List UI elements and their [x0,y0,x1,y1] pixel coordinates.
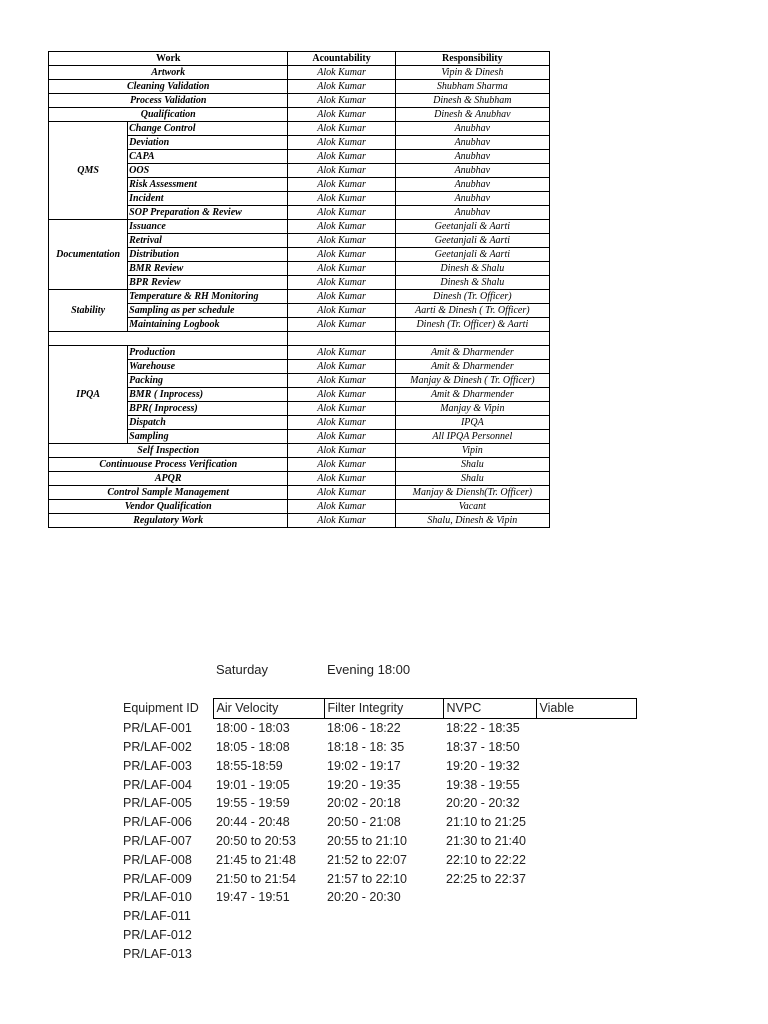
accountability-cell: Alok Kumar [288,402,395,416]
schedule-cell: 20:20 - 20:30 [327,890,401,905]
table-row [49,108,550,122]
work-item: Sampling as per schedule [128,304,288,318]
equipment-id: PR/LAF-007 [123,833,192,848]
responsibility-cell: Dinesh & Shalu [395,262,549,276]
equipment-id: PR/LAF-001 [123,720,192,735]
accountability-cell: Alok Kumar [288,304,395,318]
responsibility-cell: Anubhav [395,122,549,136]
responsibility-cell: Dinesh & Shubham [395,94,549,108]
schedule-column-header: Equipment ID [123,701,199,716]
header-work: Work [49,52,288,66]
work-item: Dispatch [128,416,288,430]
responsibility-cell: Manjay & Diensh(Tr. Officer) [395,486,549,500]
responsibility-cell: Manjay & Vipin [395,402,549,416]
schedule-row [120,756,636,775]
table-row [49,290,550,304]
work-item: Sampling [128,430,288,444]
accountability-cell: Alok Kumar [288,416,395,430]
schedule-day: Saturday [216,662,269,677]
schedule-cell [536,794,636,813]
schedule-cell: 22:25 to 22:37 [446,871,526,886]
work-item: Qualification [49,108,288,122]
accountability-cell: Alok Kumar [288,192,395,206]
accountability-cell: Alok Kumar [288,136,395,150]
schedule-row [120,832,636,851]
table-row [49,486,550,500]
schedule-cell [213,907,324,926]
accountability-cell: Alok Kumar [288,458,395,472]
schedule-body [120,699,636,964]
schedule-row [120,775,636,794]
table-row [49,472,550,486]
schedule-cell: 18:05 - 18:08 [216,739,290,754]
table-row [49,500,550,514]
equipment-id: PR/LAF-006 [123,815,192,830]
schedule-session: Evening 18:00 [327,662,411,677]
schedule-row [120,794,636,813]
schedule-cell: 20:50 to 20:53 [216,833,296,848]
responsibility-cell: Shalu, Dinesh & Vipin [395,514,549,528]
schedule-cell: 18:22 - 18:35 [446,721,520,736]
work-item: BMR Review [128,262,288,276]
responsibility-table [48,51,550,528]
accountability-cell: Alok Kumar [288,94,395,108]
table-row [49,220,550,234]
schedule-row [120,738,636,757]
schedule-cell: 21:45 to 21:48 [216,852,296,867]
responsibility-cell: Vipin [395,444,549,458]
responsibility-cell: Amit & Dharmender [395,360,549,374]
accountability-cell: Alok Kumar [288,388,395,402]
schedule-column-header: Air Velocity [213,699,324,719]
group-label: Stability [49,290,128,332]
accountability-cell: Alok Kumar [288,374,395,388]
accountability-cell: Alok Kumar [288,360,395,374]
accountability-cell: Alok Kumar [288,122,395,136]
schedule-cell [324,907,443,926]
group-label: IPQA [49,346,128,444]
schedule-cell [443,907,536,926]
accountability-cell: Alok Kumar [288,80,395,94]
accountability-cell: Alok Kumar [288,108,395,122]
equipment-id: PR/LAF-010 [123,890,192,905]
schedule-header [0,662,768,682]
schedule-row [120,718,636,737]
accountability-cell: Alok Kumar [288,234,395,248]
schedule-cell: 19:20 - 19:32 [446,758,520,773]
schedule-row [120,850,636,869]
work-item: Artwork [49,66,288,80]
accountability-cell: Alok Kumar [288,66,395,80]
work-item: Production [128,346,288,360]
responsibility-cell: All IPQA Personnel [395,430,549,444]
equipment-id: PR/LAF-008 [123,852,192,867]
accountability-cell: Alok Kumar [288,290,395,304]
schedule-column-header: Viable [536,699,636,719]
responsibility-cell: Anubhav [395,192,549,206]
schedule-cell: 19:20 - 19:35 [327,777,401,792]
schedule-cell: 20:55 to 21:10 [327,833,407,848]
schedule-table [120,698,637,963]
schedule-cell: 18:00 - 18:03 [216,721,290,736]
schedule-row [120,888,636,907]
schedule-row [120,813,636,832]
schedule-cell [536,718,636,737]
schedule-cell: 20:50 - 21:08 [327,815,401,830]
work-item [49,332,288,346]
accountability-cell: Alok Kumar [288,164,395,178]
schedule-cell: 21:52 to 22:07 [327,852,407,867]
equipment-id: PR/LAF-009 [123,871,192,886]
work-item: Distribution [128,248,288,262]
table-row [49,80,550,94]
work-item: Change Control [128,122,288,136]
table-row [49,444,550,458]
responsibility-body [49,66,550,528]
schedule-cell: 20:44 - 20:48 [216,815,290,830]
work-item: Issuance [128,220,288,234]
accountability-cell: Alok Kumar [288,500,395,514]
schedule-cell: 21:30 to 21:40 [446,833,526,848]
equipment-id: PR/LAF-002 [123,739,192,754]
schedule-cell [536,832,636,851]
responsibility-header-row [49,52,550,66]
accountability-cell: Alok Kumar [288,178,395,192]
work-item: CAPA [128,150,288,164]
schedule-cell [536,850,636,869]
schedule-cell [324,926,443,945]
accountability-cell: Alok Kumar [288,220,395,234]
accountability-cell: Alok Kumar [288,206,395,220]
responsibility-cell: Dinesh & Anubhav [395,108,549,122]
schedule-cell: 18:06 - 18:22 [327,721,401,736]
work-item: Self Inspection [49,444,288,458]
schedule-cell [536,738,636,757]
responsibility-cell: Vacant [395,500,549,514]
schedule-cell: 19:38 - 19:55 [446,777,520,792]
work-item: Maintaining Logbook [128,318,288,332]
schedule-cell: 22:10 to 22:22 [446,852,526,867]
work-item: Retrival [128,234,288,248]
schedule-cell [213,926,324,945]
schedule-cell: 19:55 - 19:59 [216,796,290,811]
work-item: Incident [128,192,288,206]
work-item: Temperature & RH Monitoring [128,290,288,304]
work-item: BMR ( Inprocess) [128,388,288,402]
schedule-cell [536,756,636,775]
work-item: BPR( Inprocess) [128,402,288,416]
accountability-cell: Alok Kumar [288,430,395,444]
schedule-cell [536,813,636,832]
schedule-cell: 20:20 - 20:32 [446,796,520,811]
equipment-id: PR/LAF-011 [123,909,191,924]
schedule-row [120,907,636,926]
responsibility-cell: Anubhav [395,150,549,164]
accountability-cell: Alok Kumar [288,276,395,290]
table-row [49,332,550,346]
responsibility-cell: Geetanjali & Aarti [395,248,549,262]
group-label: QMS [49,122,128,220]
accountability-cell: Alok Kumar [288,318,395,332]
schedule-cell: 18:55-18:59 [216,758,283,773]
schedule-cell [443,944,536,963]
responsibility-cell: Geetanjali & Aarti [395,234,549,248]
equipment-id: PR/LAF-003 [123,758,192,773]
work-item: Vendor Qualification [49,500,288,514]
responsibility-cell: Amit & Dharmender [395,388,549,402]
accountability-cell: Alok Kumar [288,346,395,360]
responsibility-cell: Shalu [395,472,549,486]
responsibility-cell: Anubhav [395,164,549,178]
responsibility-cell: Aarti & Dinesh ( Tr. Officer) [395,304,549,318]
group-label: Documentation [49,220,128,290]
table-row [49,94,550,108]
accountability-cell: Alok Kumar [288,262,395,276]
work-item: Risk Assessment [128,178,288,192]
work-item: Process Validation [49,94,288,108]
responsibility-cell: Anubhav [395,206,549,220]
work-item: SOP Preparation & Review [128,206,288,220]
schedule-row [120,944,636,963]
equipment-id: PR/LAF-012 [123,927,192,942]
work-item: Continuouse Process Verification [49,458,288,472]
schedule-header-row [120,699,636,719]
table-row [49,458,550,472]
schedule-cell [324,944,443,963]
equipment-id: PR/LAF-013 [123,946,192,961]
schedule-cell [536,869,636,888]
table-row [49,66,550,80]
work-item: Packing [128,374,288,388]
responsibility-cell: Dinesh (Tr. Officer) & Aarti [395,318,549,332]
work-item: BPR Review [128,276,288,290]
equipment-id: PR/LAF-004 [123,777,192,792]
schedule-cell: 18:18 - 18: 35 [327,739,405,754]
schedule-cell [536,907,636,926]
accountability-cell: Alok Kumar [288,486,395,500]
accountability-cell: Alok Kumar [288,150,395,164]
accountability-cell: Alok Kumar [288,472,395,486]
schedule-cell: 19:01 - 19:05 [216,777,290,792]
table-row [49,122,550,136]
schedule-row [120,869,636,888]
schedule-cell [536,775,636,794]
schedule-cell: 21:10 to 21:25 [446,815,526,830]
accountability-cell [288,332,395,346]
equipment-id: PR/LAF-005 [123,796,192,811]
accountability-cell: Alok Kumar [288,248,395,262]
responsibility-cell: Shubham Sharma [395,80,549,94]
header-accountability: Acountability [288,52,395,66]
responsibility-cell: Manjay & Dinesh ( Tr. Officer) [395,374,549,388]
schedule-cell [443,888,536,907]
accountability-cell: Alok Kumar [288,444,395,458]
schedule-cell [536,944,636,963]
work-item: Regulatory Work [49,514,288,528]
responsibility-cell: Dinesh & Shalu [395,276,549,290]
schedule-cell: 19:02 - 19:17 [327,758,401,773]
schedule-cell: 18:37 - 18:50 [446,739,520,754]
schedule-column-header: NVPC [443,699,536,719]
responsibility-cell: Shalu [395,458,549,472]
schedule-cell [536,926,636,945]
table-row [49,514,550,528]
schedule-cell [443,926,536,945]
responsibility-cell [395,332,549,346]
schedule-column-header: Filter Integrity [324,699,443,719]
schedule-cell [213,944,324,963]
work-item: Cleaning Validation [49,80,288,94]
accountability-cell: Alok Kumar [288,514,395,528]
responsibility-cell: Dinesh (Tr. Officer) [395,290,549,304]
work-item: Control Sample Management [49,486,288,500]
work-item: APQR [49,472,288,486]
schedule-cell [536,888,636,907]
responsibility-cell: Anubhav [395,178,549,192]
responsibility-cell: Geetanjali & Aarti [395,220,549,234]
header-responsibility: Responsibility [395,52,549,66]
responsibility-cell: Amit & Dharmender [395,346,549,360]
work-item: Warehouse [128,360,288,374]
schedule-cell: 21:57 to 22:10 [327,871,407,886]
schedule-cell: 19:47 - 19:51 [216,890,290,905]
work-item: Deviation [128,136,288,150]
responsibility-cell: Anubhav [395,136,549,150]
schedule-cell: 21:50 to 21:54 [216,871,296,886]
schedule-cell: 20:02 - 20:18 [327,796,401,811]
responsibility-cell: IPQA [395,416,549,430]
work-item: OOS [128,164,288,178]
responsibility-cell: Vipin & Dinesh [395,66,549,80]
table-row [49,346,550,360]
schedule-row [120,926,636,945]
